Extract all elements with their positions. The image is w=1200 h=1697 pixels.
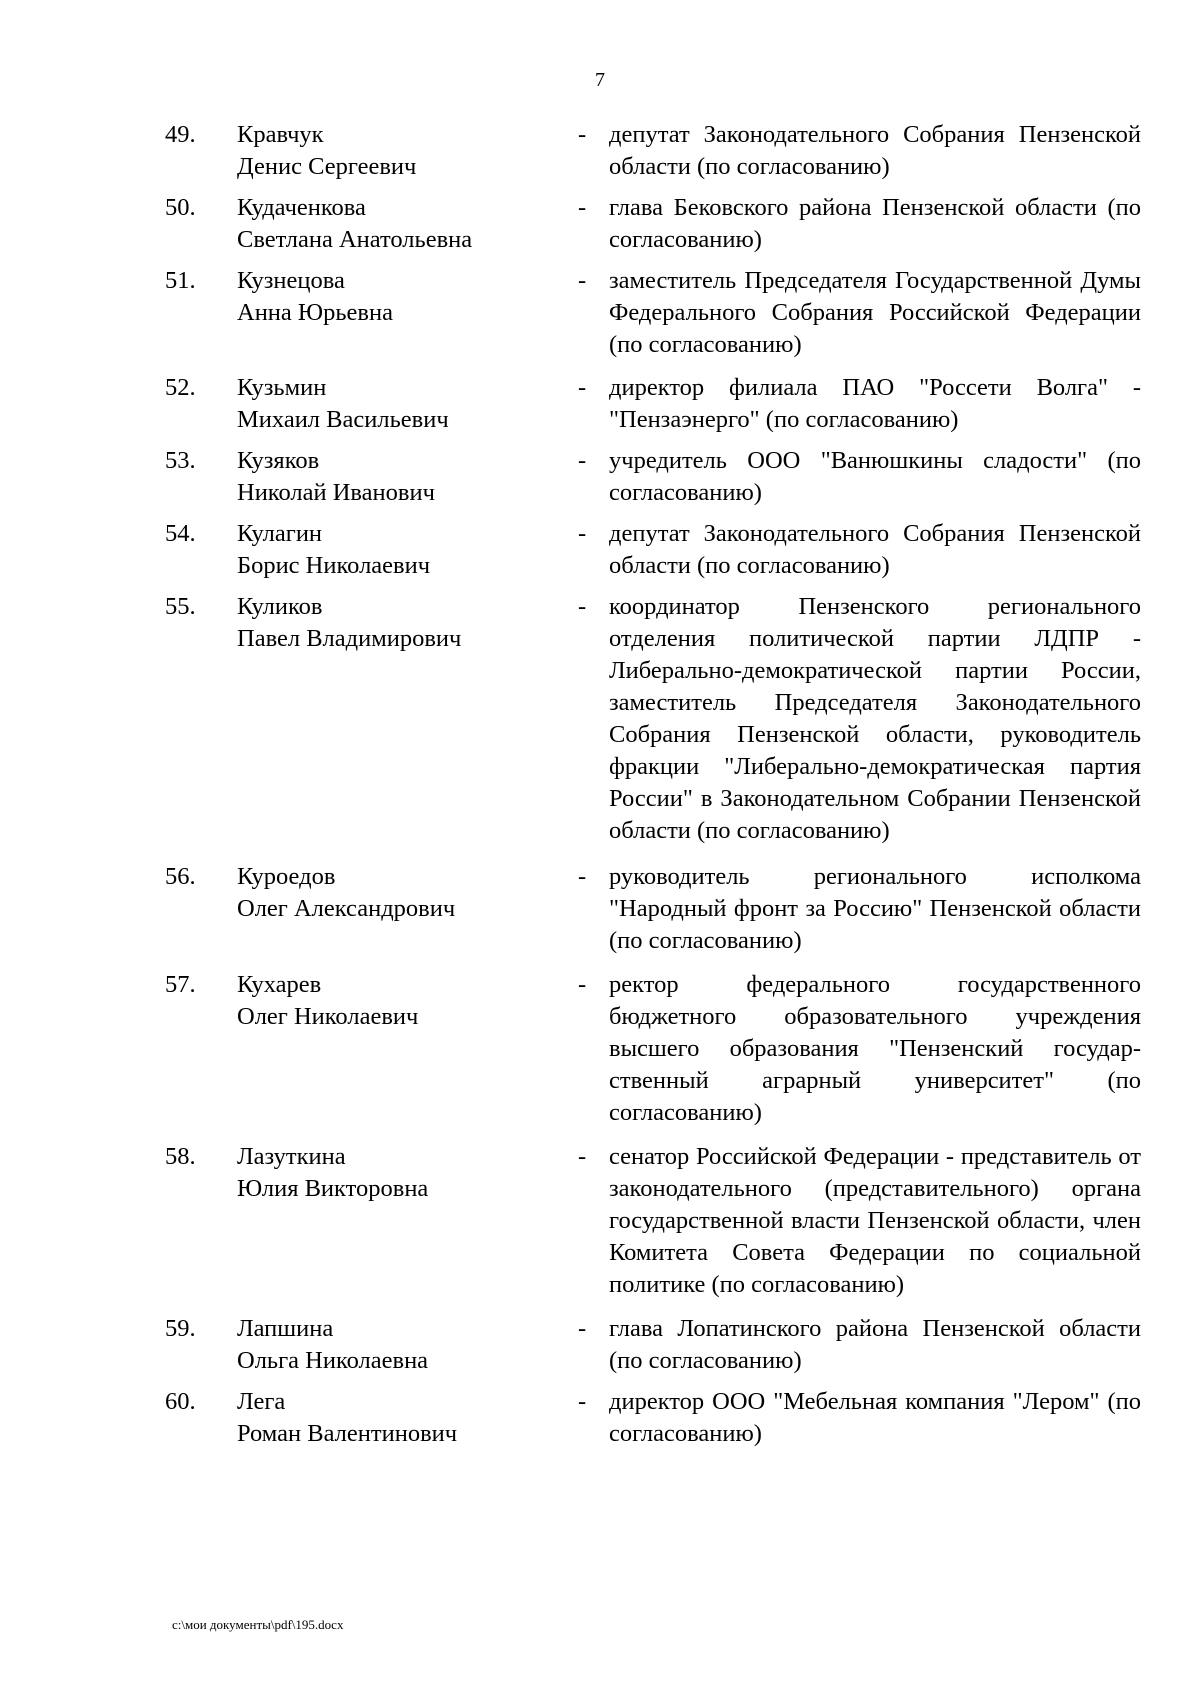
- member-first-names: Олег Александрович: [237, 895, 456, 922]
- entry-number: 49.: [165, 121, 196, 148]
- member-last-name: Лега: [237, 1388, 286, 1415]
- entry-dash: -: [578, 1143, 587, 1170]
- list-item: [0, 372, 1200, 436]
- entry-dash: -: [578, 447, 587, 474]
- member-name: [237, 518, 567, 582]
- entry-number: 54.: [165, 520, 196, 547]
- list-item: [0, 861, 1200, 957]
- member-first-names: Павел Владимирович: [237, 625, 462, 652]
- member-position: ректор федерального государственного бюджетного образовательного учреждения высшего образования "Пензенский государственный аграрный университет" (по согласованию): [609, 971, 1141, 1126]
- member-position: директор ООО "Мебельная компания "Лером" (по согласованию): [609, 1388, 1141, 1447]
- member-name: [237, 445, 567, 509]
- member-last-name: Куликов: [237, 593, 323, 620]
- member-first-names: Олег Николаевич: [237, 1003, 419, 1030]
- entry-dash: -: [578, 593, 587, 620]
- entry-number: 51.: [165, 267, 196, 294]
- entry-number: 60.: [165, 1388, 196, 1415]
- member-position: руководитель регионального исполкома "Народный фронт за Россию" Пензенской области (по согласованию): [609, 863, 1141, 954]
- entry-dash: -: [578, 194, 587, 221]
- member-name: [237, 591, 567, 655]
- member-position: глава Лопатинского района Пензенской области (по согласованию): [609, 1315, 1141, 1374]
- member-name: [237, 1141, 567, 1205]
- member-last-name: Лапшина: [237, 1315, 334, 1342]
- list-item: [0, 1141, 1200, 1301]
- member-last-name: Кудаченкова: [237, 194, 366, 221]
- member-name: [237, 1313, 567, 1377]
- entry-dash: -: [578, 971, 587, 998]
- member-first-names: Борис Николаевич: [237, 552, 431, 579]
- entry-dash: -: [578, 121, 587, 148]
- page-number: 7: [595, 69, 605, 91]
- member-name: [237, 969, 567, 1033]
- member-first-names: Роман Валентинович: [237, 1420, 458, 1447]
- entry-number: 57.: [165, 971, 196, 998]
- entry-number: 59.: [165, 1315, 196, 1342]
- member-name: [237, 192, 567, 256]
- member-last-name: Лазуткина: [237, 1143, 346, 1170]
- entry-dash: -: [578, 374, 587, 401]
- footer-file-path: c:\мои документы\pdf\195.docx: [172, 1617, 344, 1632]
- member-first-names: Светлана Анатольевна: [237, 226, 473, 253]
- member-position: депутат Законодательного Собрания Пензенской области (по согласованию): [609, 121, 1141, 180]
- entry-dash: -: [578, 1315, 587, 1342]
- member-first-names: Анна Юрьевна: [237, 299, 393, 326]
- entry-dash: -: [578, 267, 587, 294]
- member-position: заместитель Председателя Государственной Думы Федерального Собрания Российской Федерации (по согласованию): [609, 267, 1141, 358]
- entry-number: 50.: [165, 194, 196, 221]
- member-position: учредитель ООО "Ванюшкины сладости" (по согласованию): [609, 447, 1141, 506]
- list-item: [0, 1313, 1200, 1377]
- entry-number: 52.: [165, 374, 196, 401]
- member-position: депутат Законодательного Собрания Пензенской области (по согласованию): [609, 520, 1141, 579]
- member-first-names: Михаил Васильевич: [237, 406, 449, 433]
- member-name: [237, 265, 567, 329]
- member-position: глава Бековского района Пензенской области (по согласованию): [609, 194, 1141, 253]
- member-last-name: Кузяков: [237, 447, 320, 474]
- entry-number: 56.: [165, 863, 196, 890]
- list-item: [0, 192, 1200, 256]
- member-name: [237, 1386, 567, 1450]
- entry-dash: -: [578, 863, 587, 890]
- member-position: координатор Пензенского регионального отделения политической партии ЛДПР - Либерально-демократической партии России, заместитель Председателя Законодательного Собрания Пензенской области, руководитель фракции "Либерально-демократическая партия России" в Законодательном Собрании Пензенской области (по согласованию): [609, 593, 1141, 844]
- member-first-names: Юлия Викторовна: [237, 1175, 429, 1202]
- entry-number: 53.: [165, 447, 196, 474]
- member-name: [237, 372, 567, 436]
- member-last-name: Куроедов: [237, 863, 336, 890]
- list-item: [0, 119, 1200, 183]
- list-item: [0, 518, 1200, 582]
- list-item: [0, 591, 1200, 847]
- list-item: [0, 969, 1200, 1129]
- entry-number: 55.: [165, 593, 196, 620]
- member-last-name: Кузьмин: [237, 374, 327, 401]
- member-last-name: Кравчук: [237, 121, 324, 148]
- member-name: [237, 861, 567, 925]
- list-item: [0, 445, 1200, 509]
- member-name: [237, 119, 567, 183]
- member-first-names: Денис Сергеевич: [237, 153, 417, 180]
- entry-dash: -: [578, 1388, 587, 1415]
- members-list: [0, 119, 1200, 1450]
- member-last-name: Кузнецова: [237, 267, 345, 294]
- member-last-name: Кухарев: [237, 971, 322, 998]
- entry-dash: -: [578, 520, 587, 547]
- member-position: сенатор Российской Федерации - представитель от законодательного (представительного) органа государственной власти Пензенской области, член Комитета Совета Федерации по социальной политике (по согласованию): [609, 1143, 1141, 1298]
- member-last-name: Кулагин: [237, 520, 323, 547]
- member-position: директор филиала ПАО "Россети Волга" - "Пензаэнерго" (по согласованию): [609, 374, 1141, 433]
- entry-number: 58.: [165, 1143, 196, 1170]
- list-item: [0, 265, 1200, 361]
- member-first-names: Николай Иванович: [237, 479, 435, 506]
- list-item: [0, 1386, 1200, 1450]
- member-first-names: Ольга Николаевна: [237, 1347, 429, 1374]
